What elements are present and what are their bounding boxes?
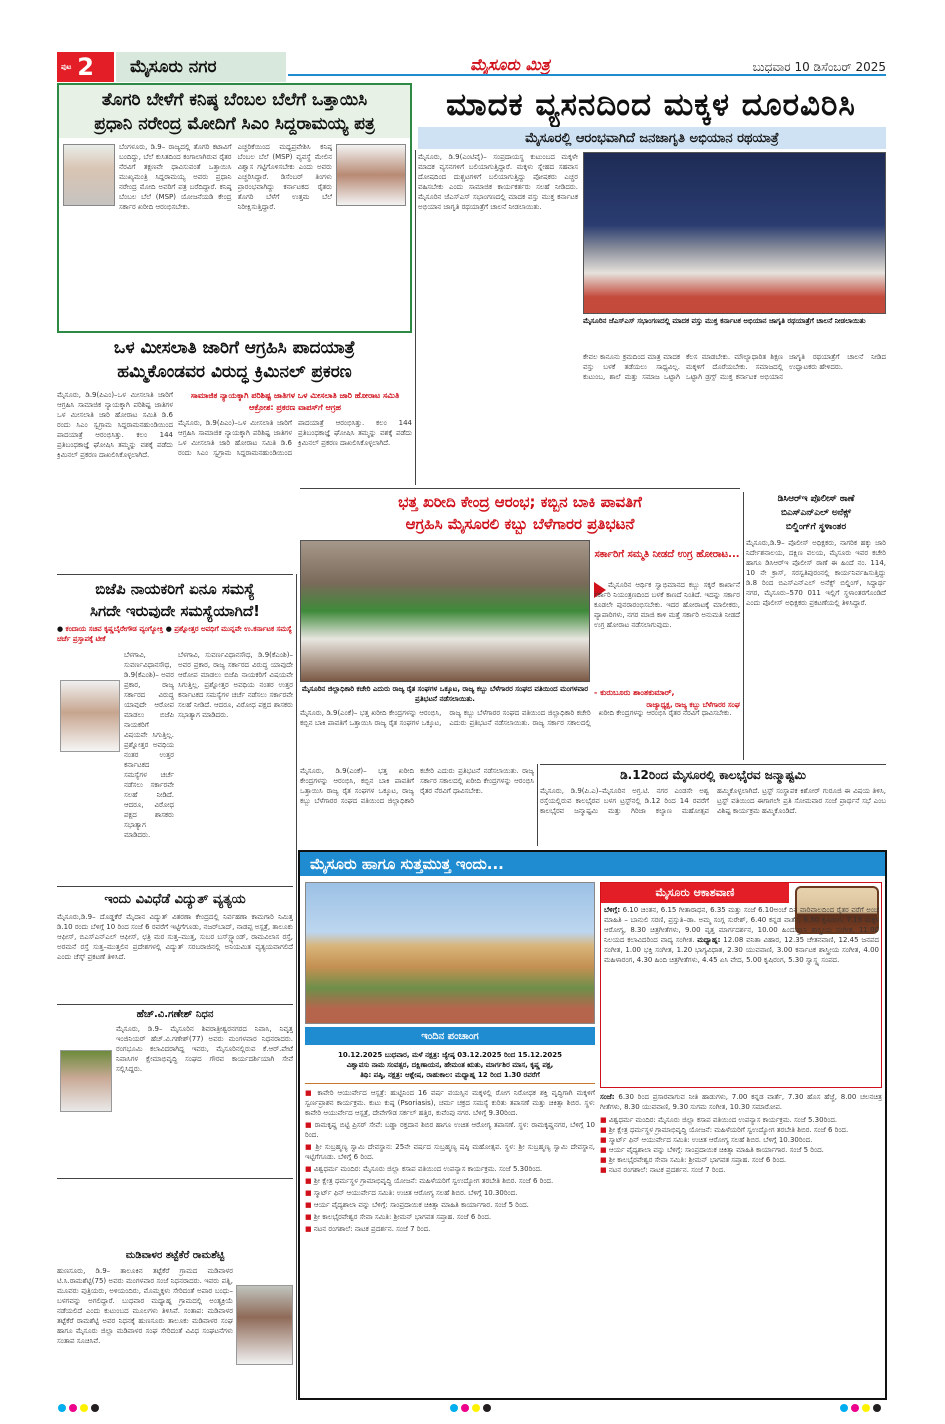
issue-date: ಬುಧವಾರ 10 ಡಿಸೆಂಬರ್ 2025: [752, 60, 886, 74]
event-item: ■ ನಟನ ರಂಗಶಾಲೆ: ನಾಟಕ ಪ್ರದರ್ಶನ. ಸಂಜೆ 7 ರಿಂದ.: [600, 1166, 726, 1174]
farmers-protest-caption: ಮೈಸೂರಿನ ಜಿಲ್ಲಾಧಿಕಾರಿ ಕಚೇರಿ ಎದುರು ರಾಜ್ಯ ರೈತ ಸಂಘಗಳ ಒಕ್ಕೂಟ, ರಾಜ್ಯ ಕಬ್ಬು ಬೆಳೆಗಾರರ ಸಂಘದ ವತಿಯಿಂದ ಮಂಗಳವಾರ ಪ್ರತಿಭಟನೆ ನಡೆಸಲಾಯಿತು.: [301, 685, 589, 703]
event-item: ■ ವಿಶ್ವಧರ್ಮ ಮಂದಿರ: ಮೈಸೂರು ಜಿಲ್ಲಾ ಕಸಾಪ ವತಿಯಿಂದ ಉಪನ್ಯಾಸ ಕಾರ್ಯಕ್ರಮ. ಸಂಜೆ 5.30ರಿಂದ.: [600, 1116, 838, 1124]
bullet-icon: ■: [305, 1177, 314, 1185]
panchanga-line-1: 10.12.2025 ಬುಧವಾರ, ಮಳೆ ನಕ್ಷತ್ರ: ಜ್ಯೇಷ್ಠ 03.12.2025 ರಿಂದ 15.12.2025: [338, 1051, 562, 1059]
black-dot-icon: [91, 1404, 99, 1412]
sugarcane-quote-author: - ಕುರುಬೂರು ಶಾಂತಕುಮಾರ್,: [594, 688, 675, 697]
obituary-1-headline: ಹೆಚ್.ವಿ.ಗಣೇಶ್ ನಿಧನ: [136, 1009, 214, 1020]
bullet-icon: ■: [305, 1089, 318, 1097]
sugarcane-quote-role: ರಾಜ್ಯಾಧ್ಯಕ್ಷ, ರಾಜ್ಯ ಕಬ್ಬು ಬೆಳೆಗಾರರ ಸಂಘ: [646, 701, 740, 709]
bjp-body-col2: ಬೆಳಗಾವಿ, ಸುವರ್ಣವಿಧಾನಸೌಧ, ಡಿ.9(ಕೆಎಂಶಿ)– ಅವರ ಪ್ರಕಾರ, ರಾಜ್ಯ ಸರ್ಕಾರದ ವಿರುದ್ಧ ಯಾವುದೇ ಆರೋಪ ಮಾಡಲು ಬಿಜೆಪಿ ನಾಯಕರಿಗೆ ವಿಷಯವೇ ಸಿಗುತ್ತಿಲ್ಲ. ಪ್ರಶ್ನೋತ್ತರ ಅವಧಿಯ ನಂತರ ಉತ್ತರ ಕರ್ನಾಟಕದ ಸಮಸ್ಯೆಗಳ ಚರ್ಚೆ ನಡೆಸಲು ಸರ್ಕಾರವೇ ಸಲಹೆ ನೀಡಿದೆ. ಆದರೂ, ವಿರೋಧ ಪಕ್ಷದ ಶಾಸಕರು ಸಭಾತ್ಯಾಗ ಮಾಡಿದರು.: [178, 651, 293, 719]
bullet-icon: ■: [600, 1166, 609, 1174]
bullet-icon: ■: [305, 1165, 314, 1173]
police-headline-block: [746, 492, 886, 534]
akashvani-morning: 6.10 ಚಿಂತನ, 6.15 ಗೀತಾರಾಧನ, 6.35 ಮತ್ತು ಸಂಜೆ 6.10ಅಂಚೆ ದಿನ ವಾರಿವಾಲದಿಂದ ರೈತರ ವರೆಗೆ ಅಂಚೆ ಮಾಹಿತಿ – ಬಾನುಲಿ ಸರಣಿ, ಪ್ರಸ್ತುತಿ–ಡಾ. ಅಮ್ಮ ಸಂಗ್ಲ ಸುರೇಶ್, 6.40 ಕನ್ನಡ ವಾರ್ತೆ, 6.50 ಕೃಷಿರಂಗ, 7.15 ಮಕ್ಕಳ ಆರೋಗ್ಯ, 8.30 ಚಿತ್ರಗೀತೆಗಳು, 9.00 ವೃತ್ತ ಮಾರ್ಗದರ್ಶನ, 10.00 ಹಿಂದುಸ್ತಾನಿ ಶಾಸ್ತ್ರೀಯ ಸಂಗೀತ, 11.00 ನಿಲಯದ ಕಲಾವಿದರಿಂದ ವಾದ್ಯ ಸಂಗೀತ.: [604, 906, 879, 944]
header-rule: [288, 74, 886, 76]
bullet-icon: ■: [600, 1116, 609, 1124]
sugarcane-quote-body: ಮೈಸೂರಿನ ಆರ್ಥಿಕ ಸ್ವಾಭಿಮಾನದ ಕಬ್ಬು ಸಕ್ಕರೆ ಕಾರ್ಖಾನೆ ಸರ್ಕಾರಿ ನಿಯಂತ್ರಣದಿಂದ ಬಳಕೆ ಕಾಣದೆ ನಿಂತಿದೆ. ಇದನ್ನು ಸರ್ಕಾರ ಕೂಡಲೇ ಪುನರಾರಂಭಿಸಬೇಕು. ಇದರ ಹೋರಾಟಕ್ಕೆ ಮಾಲೀಕರು, ವ್ಯಾಪಾರಿಗಳು, ನಗರ ಮಾಜಿ ಕಾಳಿ ಮತ್ತೆ ಸರ್ಕಾರಿ ಅನುಮತಿ ನೀಡದೆ ಉಗ್ರ ಹೋರಾಟ ನಡೆಸಲಾಗುವುದು.: [594, 581, 740, 629]
event-item: ■ ರಾಮಕೃಷ್ಣ ಬಿಟ್ಟಿ ಪ್ರಿಸರ್ ಸೇವೆ: ಬಡ್ಡಾ ರಕ್ತದಾನ ಶಿಬಿರ ಹಾಗೂ ಉಚಿತ ಆರೋಗ್ಯ ತಪಾಸಣೆ. ಸ್ಥಳ: ರಾಮಕೃಷ್ಣನಗರ, ಬೆಳಿಗ್ಗೆ 10 ರಿಂದ.: [305, 1121, 595, 1139]
akashvani-evening-text: 6.30 ರಿಂದ ಪ್ರಸಾರವಾಗುವ ನೀತಿ ಹಾಡುಗಳು, 7.00 ಕನ್ನಡ ವಾರ್ತೆ, 7.30 ಹೊಸ ಹೆಜ್ಜೆ, 8.00 ಚಲನಚಿತ್ರ ಗೀತೆಗಳು, 8.30 ಯುವವಾಣಿ, 9.30 ಸುಗಮ ಸಂಗೀತ, 10.30 ಸಮಾರೋಪ.: [600, 1093, 882, 1111]
akashvani-afternoon-label: ಮಧ್ಯಾಹ್ನ:: [697, 936, 721, 944]
cyan-dot-icon: [450, 1404, 458, 1412]
event-item: ■ ಆರ್ಯ ವೈದ್ಯಶಾಲಾ ವನ್ನು ಬೆಳಿಗ್ಗೆ: ಸಾಂಪ್ರದಾಯಿಕ ಚಿಕಿತ್ಸಾ ಮಾಹಿತಿ ಕಾರ್ಯಾಗಾರ. ಸಂಜೆ 5 ರಿಂದ.: [600, 1146, 824, 1154]
lead-main-subheadline: ಮೈಸೂರಲ್ಲಿ ಆರಂಭವಾಗಿದೆ ಜನಜಾಗೃತಿ ಅಭಿಯಾನ ರಥಯಾತ್ರೆ: [525, 130, 779, 146]
reservation-body-col1: ಮೈಸೂರು, ಡಿ.9(ಪಿಎಂ)–ಒಳ ಮೀಸಲಾತಿ ಜಾರಿಗೆ ಆಗ್ರಹಿಸಿ ಸಾಮಾಜಿಕ ನ್ಯಾಯಕ್ಕಾಗಿ ಪರಿಶಿಷ್ಟ ಜಾತಿಗಳ ಒಳ ಮೀಸಲಾತಿ ಜಾರಿ ಹೋರಾಟ ಸಮಿತಿ ಡಿ.6 ರಂದು ಸಿಎಂ ಸ್ವಗ್ರಾಮ ಸಿದ್ದರಾಮನಹುಂಡಿಯಿಂದ ಪಾದಯಾತ್ರೆ ಆರಂಭಿಸಿತ್ತು. ಕಲಂ 144 ಪ್ರತಿಬಂಧಕಾಜ್ಞೆ ಘೋಷಿಸಿ ತಮ್ಮನ್ನು ವಶಕ್ಕೆ ಪಡೆದು ಕ್ರಿಮಿನಲ್ ಪ್ರಕರಣ ದಾಖಲಿಸಿಕೊಳ್ಳಲಾಗಿದೆ.: [57, 391, 173, 459]
lead-left-headline-1: ತೊಗರಿ ಬೇಳೆಗೆ ಕನಿಷ್ಠ ಬೆಂಬಲ ಬೆಲೆಗೆ ಒತ್ತಾಯಿಸಿ: [101, 90, 368, 110]
reservation-headline-block: [57, 336, 412, 384]
yellow-dot-icon: [472, 1404, 480, 1412]
akashvani-afternoon: 12.08 ವನಿತಾ ವಿಹಾರ, 12.35 ಚೇತನವಾಣಿ, 12.45 ಜನಪದ ಸಂಗೀತ, 1.00 ಭಕ್ತಿ ಸಂಗೀತ, 1.20 ಭಾಗ್ಯವಿಧಾತ, 2.30 ಯುವವಾಣಿ, 3.00 ಕರ್ನಾಟಕ ಶಾಸ್ತ್ರೀಯ ಸಂಗೀತ, 4.00 ಮಹಿಳಾರಂಗ, 4.30 ಹಿಂದಿ ಚಿತ್ರಗೀತೆಗಳು, 4.45 ಏಸಿ ವೇದ, 5.00 ಕೃಷಿರಂಗ, 5.30 ಸ್ವಾಸ್ಥ್ಯ ಸಂಪದ.: [604, 936, 879, 964]
krishna-byregowda-photo: [60, 680, 120, 752]
modi-photo: [63, 144, 115, 206]
bullet-icon: ●: [57, 625, 66, 633]
yellow-dot-icon: [80, 1404, 88, 1412]
reservation-headline-1: ಒಳ ಮೀಸಲಾತಿ ಜಾರಿಗೆ ಆಗ್ರಹಿಸಿ ಪಾದಯಾತ್ರೆ: [113, 338, 356, 358]
akashvani-morning-label: ಬೆಳಿಗ್ಗೆ:: [604, 906, 621, 914]
akashvani-title: ಮೈಸೂರು ಆಕಾಶವಾಣಿ: [655, 886, 735, 899]
section-divider: [540, 764, 886, 765]
bullet-icon: ■: [600, 1136, 609, 1144]
event-item: ■ ಶ್ರೀ ಸುಬ್ರಹ್ಮಣ್ಯ ಸ್ವಾಮಿ ದೇವಸ್ಥಾನ: 25ನೇ ವರ್ಷದ ಸುಬ್ರಹ್ಮಣ್ಯ ಷಷ್ಠಿ ಮಹೋತ್ಸವ. ಸ್ಥಳ: ಶ್ರೀ ಸುಬ್ರಹ್ಮಣ್ಯ ಸ್ವಾಮಿ ದೇವಸ್ಥಾನ, ಇಟ್ಟಿಗೆಗೂಡು. ಬೆಳಿಗ್ಗೆ 6 ರಿಂದ.: [305, 1143, 595, 1161]
event-item: ■ ಶ್ರೀ ಕಾಲಭೈರವೇಶ್ವರ ಸೇವಾ ಸಮಿತಿ: ಶ್ರೀಮನ್ ಭಾಗವತ ಸಪ್ತಾಹ. ಸಂಜೆ 6 ರಿಂದ.: [305, 1213, 492, 1221]
sugarcane-quote-head: ಸರ್ಕಾರಿಗೆ ಸಮ್ಮತಿ ನೀಡದೆ ಉಗ್ರ ಹೋರಾಟ...: [594, 549, 740, 560]
lead-main-body-2: ಕೇವಲ ಕಾನೂನು ಕ್ರಮದಿಂದ ಮಾತ್ರ ಮಾದಕ ವಸ್ತು ಬಳಕೆ ತಡೆಯಲು ಸಾಧ್ಯವಿಲ್ಲ. ಕುಟುಂಬ, ಶಾಲೆ ಮತ್ತು ಸಮಾಜ ಒಟ್ಟಾಗಿ ಕೆಲಸ ಮಾಡಬೇಕು. ಮೌಲ್ಯಾಧಾರಿತ ಶಿಕ್ಷಣ ಮಕ್ಕಳಿಗೆ ದೊರೆಯಬೇಕು. ಸಮಾಜದಲ್ಲಿ ಒಟ್ಟಾಗಿ ಡ್ರಗ್ಸ್ ಮುಕ್ತ ಕರ್ನಾಟಕ ಅಭಿಯಾನ ಜಾಗೃತಿ ರಥಯಾತ್ರೆಗೆ ಚಾಲನೆ ನೀಡಿದ ಉದ್ಘಾಟಕರು ಹೇಳಿದರು.: [583, 353, 886, 381]
bjp-headline-2: ಸಿಗದೇ ಇರುವುದೇ ಸಮಸ್ಯೆಯಾಗಿದೆ!: [90, 602, 260, 620]
bullet-icon: ■: [305, 1213, 314, 1221]
lead-left-body-1: ಬೆಂಗಳೂರು, ಡಿ.9– ರಾಜ್ಯದಲ್ಲಿ ತೊಗರಿ ಕಟಾವಿಗೆ ಬಂದಿದ್ದು, ಬೆಲೆ ಕುಸಿತದಿಂದ ಕಂಗಾಲಾಗಿರುವ ರೈತರ ನೆರವಿಗೆ ತಕ್ಷಣವೇ ಧಾವಿಸುವಂತೆ ಒತ್ತಾಯಿಸಿ ಮುಖ್ಯಮಂತ್ರಿ ಸಿದ್ದರಾಮಯ್ಯ ಅವರು ಪ್ರಧಾನಿ ನರೇಂದ್ರ ಮೋದಿ ಅವರಿಗೆ ಪತ್ರ ಬರೆದಿದ್ದಾರೆ. ಕನಿಷ್ಠ ಬೆಂಬಲ ಬೆಲೆ (MSP) ಯೋಜನೆಯಡಿ ಕೇಂದ್ರ ಸರ್ಕಾರ ಖರೀದಿ ಆರಂಭಿಸಬೇಕು.: [119, 143, 232, 211]
page-number-badge: [57, 52, 114, 82]
reservation-body-col2: ಮೈಸೂರು, ಡಿ.9(ಪಿಎಂ)–ಒಳ ಮೀಸಲಾತಿ ಜಾರಿಗೆ ಆಗ್ರಹಿಸಿ ಸಾಮಾಜಿಕ ನ್ಯಾಯಕ್ಕಾಗಿ ಪರಿಶಿಷ್ಟ ಜಾತಿಗಳ ಒಳ ಮೀಸಲಾತಿ ಜಾರಿ ಹೋರಾಟ ಸಮಿತಿ ಡಿ.6 ರಂದು ಸಿಎಂ ಸ್ವಗ್ರಾಮ ಸಿದ್ದರಾಮನಹುಂಡಿಯಿಂದ ಪಾದಯಾತ್ರೆ ಆರಂಭಿಸಿತ್ತು. ಕಲಂ 144 ಪ್ರತಿಬಂಧಕಾಜ್ಞೆ ಘೋಷಿಸಿ ತಮ್ಮನ್ನು ವಶಕ್ಕೆ ಪಡೆದು ಕ್ರಿಮಿನಲ್ ಪ್ರಕರಣ ದಾಖಲಿಸಿಕೊಳ್ಳಲಾಗಿದೆ.: [178, 419, 412, 457]
siddaramaiah-photo: [336, 144, 406, 206]
obituary-1-body: ಮೈಸೂರು, ಡಿ.9– ಮೈಸೂರಿನ ಶಿವರಾತ್ರೀಶ್ವರನಗರದ ನಿವಾಸಿ, ನಿವೃತ್ತ ಇಂಜಿನಿಯರ್ ಹೆಚ್.ವಿ.ಗಣೇಶ್(77) ಅವರು ಮಂಗಳವಾರ ನಿಧನರಾದರು. ರಂಗಭೂಮಿ ಕಲಾವಿದರಾಗಿದ್ದ ಇವರು, ಮೈಸೂರಿನಲ್ಲಿರುವ ಕೆ.ಆರ್.ಪೇಟೆ ನಿವಾಸಿಗಳ ಕ್ಷೇಮಾಭಿವೃದ್ಧಿ ಸಂಘದ ಗೌರವ ಕಾರ್ಯದರ್ಶಿಯಾಗಿ ಸೇವೆ ಸಲ್ಲಿಸಿದ್ದರು.: [116, 1025, 293, 1073]
today-box-title-bar: [300, 852, 885, 876]
black-dot-icon: [873, 1404, 881, 1412]
masthead: ಮೈಸೂರು ಮಿತ್ರ: [470, 55, 550, 74]
lead-main-headline: ಮಾದಕ ವ್ಯಸನದಿಂದ ಮಕ್ಕಳ ದೂರವಿರಿಸಿ: [446, 87, 856, 123]
akashvani-evening: [600, 1092, 882, 1396]
yellow-dot-icon: [862, 1404, 870, 1412]
reservation-headline-2: ಹಮ್ಮಿಕೊಂಡವರ ವಿರುದ್ಧ ಕ್ರಿಮಿನಲ್ ಪ್ರಕರಣ: [117, 362, 352, 382]
bullet-icon: ■: [600, 1146, 609, 1154]
bjp-bullet-2: ಪ್ರಶ್ನೋತ್ತರ ಅವಧಿಗೆ ಮುನ್ನವೇ ಉ.ಕರ್ನಾಟಕ ಸಮಸ್ಯೆ ಚರ್ಚೆ ಪ್ರಸ್ತಾಪಕ್ಕೆ ಟೀಕೆ: [57, 625, 292, 643]
panchanga-block: [305, 1050, 595, 1084]
events-list: [305, 1088, 595, 1396]
sugarcane-headline-2: ಆಗ್ರಹಿಸಿ ಮೈಸೂರಲಿ ಕಬ್ಬು ಬೆಳೆಗಾರರ ಪ್ರತಿಭಟನೆ: [405, 515, 635, 533]
drug-rally-photo: [583, 152, 886, 314]
lead-main-subheadline-bar: [418, 127, 886, 149]
power-headline: ಇಂದು ವಿವಿಧೆಡೆ ವಿದ್ಯುತ್ ವ್ಯತ್ಯಯ: [104, 892, 246, 907]
panchanga-line-2: ವಿಶ್ವಾವಸು ನಾಮ ಸಂವತ್ಸರ, ದಕ್ಷಿಣಾಯನ, ಹೇಮಂತ ಋತು, ಮಾರ್ಗಶಿರ ಮಾಸ, ಕೃಷ್ಣ ಪಕ್ಷ,: [346, 1061, 554, 1069]
lead-main-body: ಮೈಸೂರು, ಡಿ.9(ಎಂಟಿವೈ)– ಸಂಪ್ರದಾಯಸ್ಥ ಕುಟುಂಬದ ಮಕ್ಕಳೇ ಮಾದಕ ವ್ಯಸನಗಳಿಗೆ ಬಲಿಯಾಗುತ್ತಿದ್ದಾರೆ. ಮಕ್ಕಳು ಸ್ನೇಹದ ಸಹವಾಸ ದೋಷದಿಂದ ದುಶ್ಚಟಗಳಿಗೆ ಬಲಿಯಾಗುತ್ತಿದ್ದು ಪೋಷಕರು ಎಚ್ಚರ ವಹಿಸಬೇಕು ಎಂದು ಸಾಮಾಜಿಕ ಕಾರ್ಯಕರ್ತರು ಸಲಹೆ ನೀಡಿದರು. ಮೈಸೂರಿನ ಜೆಎಸ್‌ಎಸ್ ಸಭಾಂಗಣದಲ್ಲಿ ಮಾದಕ ವಸ್ತು ಮುಕ್ತ ಕರ್ನಾಟಕ ಅಭಿಯಾನ ಜಾಗೃತಿ ರಥಯಾತ್ರೆಗೆ ಚಾಲನೆ ನೀಡಲಾಯಿತು.: [418, 153, 578, 211]
registration-marks-right: [840, 1404, 881, 1412]
power-body: ಮೈಸೂರು,ಡಿ.9– ದೊಡ್ಡಕೆರೆ ಮೈದಾನ ವಿದ್ಯುತ್ ವಿತರಣಾ ಕೇಂದ್ರದಲ್ಲಿ ನಿರ್ವಹಣಾ ಕಾಮಗಾರಿ ನಿಮಿತ್ತ ಡಿ.10 ರಂದು ಬೆಳಿಗ್ಗೆ 10 ರಿಂದ ಸಂಜೆ 6 ರವರೆಗೆ ಇಟ್ಟಿಗೆಗೂಡು, ನಜರ್‌ಬಾದ್, ನಾಡಪ್ಪ ಅಸ್ಪತ್ರೆ, ತಾಲೂಕು ಆಫೀಸ್, ಬಿಎಸ್‌ಎನ್‌ಎಲ್ ಆಫೀಸ್, ಛತ್ರಿ ಮರ ಸುತ್ತ–ಮುತ್ತ, ಸುಬರ ಬಸ್‌ಸ್ಟ್ಯಾಂಡ್, ರಾಮವಿಲಾಸ ರಸ್ತೆ, ಅರಮನೆ ರಸ್ತೆ ಸುತ್ತ–ಮುತ್ತಲಿನ ಪ್ರದೇಶಗಳಲ್ಲಿ ವಿದ್ಯುತ್ ಸರಬರಾಜಿನಲ್ಲಿ ಅನಿಯಮಿತ ವ್ಯತ್ಯಯವಾಗಲಿದೆ ಎಂದು ಚೆಸ್ಕ್ ಪ್ರಕಟಣೆ ತಿಳಿಸಿದೆ.: [57, 913, 293, 961]
police-body: ಮೈಸೂರು,ಡಿ.9– ಪೊಲೀಸ್ ಅಧಿಕ್ಷಕರು, ನಾಗರಿಕ ಹಕ್ಕು ಜಾರಿ ನಿರ್ದೇಶನಾಲಯ, ದಕ್ಷಿಣ ವಲಯ, ಮೈಸೂರು ಇವರ ಕಚೇರಿ ಹಾಗೂ ಡಿಸಿಆರ್‌ಇ ಪೊಲೀಸ್ ಠಾಣೆ ಈ ಹಿಂದೆ ನಂ. 114, 10 ನೇ ಕ್ರಾಸ್, ಸರಸ್ವತಿಪುರಂನಲ್ಲಿ ಕಾರ್ಯನಿರ್ವಹಿಸುತ್ತಿದ್ದು ಡಿ.8 ರಿಂದ ಬಿಎಸ್‌ಎನ್‌ಎಲ್ ಅನೆಕ್ಸ್ ಬಿಲ್ಡಿಂಗ್, ಸಿದ್ಧಾರ್ಥ ನಗರ, ಮೈಸೂರು–570 011 ಇಲ್ಲಿಗೆ ಸ್ಥಳಾಂತರಗೊಂಡಿದೆ ಎಂದು ಪೊಲೀಸ್ ಅಧಿಕ್ಷಕರು ಪ್ರಕಟಣೆಯಲ್ಲಿ ತಿಳಿಸಿದ್ದಾರೆ.: [746, 539, 886, 607]
bjp-bullet-1: ಕಂದಾಯ ಸಚಿವ ಕೃಷ್ಣಬೈರೇಗೌಡ ವ್ಯಂಗ್ಯೋಕ್ತಿ: [65, 625, 164, 633]
bullet-icon: ■: [305, 1201, 314, 1209]
obituary-2-body: ಹುಣಸೂರು, ಡಿ.9– ತಾಲೂಕಿನ ತಟ್ಟೆಕೆರೆ ಗ್ರಾಮದ ಮಡಿವಾಳರ ಟಿ.ಸಿ.ರಾಮಶೆಟ್ಟಿ(75) ಅವರು ಮಂಗಳವಾರ ಸಂಜೆ ನಿಧನರಾದರು. ಇವರು ಪತ್ನಿ, ಮೂವರು ಪುತ್ರಿಯರು, ಅಳಿಯಂದಿರು, ಮೊಮ್ಮಕ್ಕಳು ಸೇರಿದಂತೆ ಅಪಾರ ಬಂಧು–ಬಳಗವನ್ನು ಅಗಲಿದ್ದಾರೆ. ಬುಧವಾರ ಮಧ್ಯಾಹ್ನ ಗ್ರಾಮದಲ್ಲಿ ಅಂತ್ಯಕ್ರಿಯೆ ನಡೆಯಲಿದೆ ಎಂದು ಕುಟುಂಬದ ಮೂಲಗಳು ತಿಳಿಸಿವೆ. ಸಂತಾಪ: ಮಡಿವಾಳರ ತಟ್ಟೆಕೆರೆ ರಾಮಶೆಟ್ಟಿ ಅವರ ನಿಧನಕ್ಕೆ ಹುಣಸೂರು ತಾಲೂಕು ಮಡಿವಾಳರ ಸಂಘ ಹಾಗೂ ಮೈಸೂರು ಜಿಲ್ಲಾ ಮಡಿವಾಳರ ಸಂಘ ಸೇರಿದಂತೆ ವಿವಿಧ ಸಂಘಟನೆಗಳು ಸಂತಾಪ ಸೂಚಿಸಿವೆ.: [57, 1267, 233, 1345]
bjp-bullets: [57, 624, 293, 644]
police-headline-3: ಬಿಲ್ಡಿಂಗ್‌ಗೆ ಸ್ಥಳಾಂತರ: [785, 522, 847, 532]
bullet-icon: ■: [600, 1156, 609, 1164]
akashvani-evening-label: ಸಂಜೆ:: [600, 1093, 615, 1101]
page-label: ಪುಟ: [61, 62, 72, 71]
bullet-icon: ■: [305, 1225, 314, 1233]
bullet-icon: ■: [305, 1143, 316, 1151]
sugarcane-body-cont: ಮೈಸೂರು, ಡಿ.9(ಎಂಕೆ)– ಭತ್ತ ಖರೀದಿ ಕೇಂದ್ರಗಳನ್ನು ಆರಂಭಿಸಿ, ಕಬ್ಬಿನ ಬಾಕಿ ಪಾವತಿಗೆ ಒತ್ತಾಯಿಸಿ ರಾಜ್ಯ ರೈತ ಸಂಘಗಳ ಒಕ್ಕೂಟ, ರಾಜ್ಯ ಕಬ್ಬು ಬೆಳೆಗಾರರ ಸಂಘದ ವತಿಯಿಂದ ಜಿಲ್ಲಾಧಿಕಾರಿ ಕಚೇರಿ ಎದುರು ಪ್ರತಿಭಟನೆ ನಡೆಸಲಾಯಿತು. ರಾಜ್ಯ ಸರ್ಕಾರ ಸಕಾಲದಲ್ಲಿ ಖರೀದಿ ಕೇಂದ್ರಗಳನ್ನು ಆರಂಭಿಸಿ ರೈತರ ನೆರವಿಗೆ ಧಾವಿಸಬೇಕು.: [300, 767, 534, 805]
akashvani-title-bar: [601, 883, 789, 903]
section-divider: [57, 574, 293, 575]
cyan-dot-icon: [58, 1404, 66, 1412]
panchanga-title-bar: [305, 1027, 595, 1045]
magenta-dot-icon: [851, 1404, 859, 1412]
bjp-body-col1: ಬೆಳಗಾವಿ, ಸುವರ್ಣವಿಧಾನಸೌಧ, ಡಿ.9(ಕೆಎಂಶಿ)– ಅವರ ಪ್ರಕಾರ, ರಾಜ್ಯ ಸರ್ಕಾರದ ವಿರುದ್ಧ ಯಾವುದೇ ಆರೋಪ ಮಾಡಲು ಬಿಜೆಪಿ ನಾಯಕರಿಗೆ ವಿಷಯವೇ ಸಿಗುತ್ತಿಲ್ಲ. ಪ್ರಶ್ನೋತ್ತರ ಅವಧಿಯ ನಂತರ ಉತ್ತರ ಕರ್ನಾಟಕದ ಸಮಸ್ಯೆಗಳ ಚರ್ಚೆ ನಡೆಸಲು ಸರ್ಕಾರವೇ ಸಲಹೆ ನೀಡಿದೆ. ಆದರೂ, ವಿರೋಧ ಪಕ್ಷದ ಶಾಸಕರು ಸಭಾತ್ಯಾಗ ಮಾಡಿದರು.: [124, 651, 174, 839]
bjp-headline-block: [57, 578, 293, 622]
sugarcane-body: ಮೈಸೂರು, ಡಿ.9(ಎಂಕೆ)– ಭತ್ತ ಖರೀದಿ ಕೇಂದ್ರಗಳನ್ನು ಆರಂಭಿಸಿ, ಕಬ್ಬಿನ ಬಾಕಿ ಪಾವತಿಗೆ ಒತ್ತಾಯಿಸಿ ರಾಜ್ಯ ರೈತ ಸಂಘಗಳ ಒಕ್ಕೂಟ, ರಾಜ್ಯ ಕಬ್ಬು ಬೆಳೆಗಾರರ ಸಂಘದ ವತಿಯಿಂದ ಜಿಲ್ಲಾಧಿಕಾರಿ ಕಚೇರಿ ಎದುರು ಪ್ರತಿಭಟನೆ ನಡೆಸಲಾಯಿತು. ರಾಜ್ಯ ಸರ್ಕಾರ ಸಕಾಲದಲ್ಲಿ ಖರೀದಿ ಕೇಂದ್ರಗಳನ್ನು ಆರಂಭಿಸಿ ರೈತರ ನೆರವಿಗೆ ಧಾವಿಸಬೇಕು.: [300, 709, 732, 727]
magenta-dot-icon: [69, 1404, 77, 1412]
column-divider: [537, 764, 538, 846]
section-divider: [57, 1004, 293, 1005]
column-divider: [743, 492, 744, 760]
event-item: ■ ಶ್ರೀ ಕ್ಷೇತ್ರ ಧರ್ಮಸ್ಥಳ ಗ್ರಾಮಾಭಿವೃದ್ಧಿ ಯೋಜನೆ: ಮಹಿಳೆಯರಿಗೆ ಸ್ವಉದ್ಯೋಗ ತರಬೇತಿ ಶಿಬಿರ. ಸಂಜೆ 6 ರಿಂದ.: [305, 1177, 554, 1185]
event-item: ■ ವಿಶ್ವಧರ್ಮ ಮಂದಿರ: ಮೈಸೂರು ಜಿಲ್ಲಾ ಕಸಾಪ ವತಿಯಿಂದ ಉಪನ್ಯಾಸ ಕಾರ್ಯಕ್ರಮ. ಸಂಜೆ 5.30ರಿಂದ.: [305, 1165, 543, 1173]
bullet-icon: ■: [305, 1121, 315, 1129]
lead-left-headline-bg: [59, 85, 410, 138]
event-item: ■ ಶ್ರೀ ಕಾಲಭೈರವೇಶ್ವರ ಸೇವಾ ಸಮಿತಿ: ಶ್ರೀಮನ್ ಭಾಗವತ ಸಪ್ತಾಹ. ಸಂಜೆ 6 ರಿಂದ.: [600, 1156, 787, 1164]
registration-marks-left: [58, 1404, 99, 1412]
kalabhairava-body: ಮೈಸೂರು, ಡಿ.9(ಪಿ.ಎ)–ಮೈಸೂರಿನ ಅಗ್ರ.ಟಿ. ನಗರ ಎಂಡಸೇ ಅಶ್ವ ರಸ್ತೆಯಲ್ಲಿರುವ ಕಾಲಭೈರವ ಬಳಗ ಟ್ರಸ್ಟ್‌ನಲ್ಲಿ ಡಿ.12 ರಿಂದ 14 ರವರೆಗೆ ಕಾಲಭೈರವ ಜನ್ಮಾಷ್ಟಮಿ ಮತ್ತು ಗಿರಿಜಾ ಕಲ್ಯಾಣ ಮಹೋತ್ಸವ ಹಮ್ಮಿಕೊಳ್ಳಲಾಗಿದೆ. ಟ್ರಸ್ಟ್ ಸಂಸ್ಥಾಪಕ ಕಿಶೋರ್ ಗುರೂಜಿ ಈ ವಿಷಯ ತಿಳಿಸಿ, ಟ್ರಸ್ಟ್ ವತಿಯಿಂದ ಈಗಾಗಲೇ ಪ್ರತಿ ಸೋಮವಾರ ಸಂಜೆ ಪ್ರಾರ್ಥನೆ ಸಭೆ ಎಂಬ ವಿಶಿಷ್ಟ ಕಾರ್ಯಕ್ರಮ ಹಮ್ಮಿಕೊಂಡಿದೆ.: [540, 787, 886, 815]
obituary-2-headline: ಮಡಿವಾಳರ ತಟ್ಟೆಕೆರೆ ರಾಮಶೆಟ್ಟಿ: [125, 1250, 225, 1261]
ramashetty-photo: [236, 1285, 293, 1365]
sugarcane-headline-block: [300, 488, 740, 535]
mysore-palace-photo: [305, 882, 595, 1024]
panchanga-title: ಇಂದಿನ ಪಂಚಾಂಗ: [421, 1030, 479, 1042]
reservation-kicker: ಸಾಮಾಜಿಕ ನ್ಯಾಯಕ್ಕಾಗಿ ಪರಿಶಿಷ್ಟ ಜಾತಿಗಳ ಒಳ ಮೀಸಲಾತಿ ಜಾರಿ ಹೋರಾಟ ಸಮಿತಿ ಆಕ್ರೋಶ: ಪ್ರಕರಣ ವಾಪಸ್‌ಗೆ ಆಗ್ರಹ: [190, 391, 400, 412]
event-item: ■ ಕಾವೇರಿ ಆಯುರ್ವೇದ ಆಸ್ಪತ್ರೆ: ಹುಟ್ಟಿನಿಂದ 16 ವರ್ಷ ವಯಸ್ಸಿನ ಮಕ್ಕಳಲ್ಲಿ ರೋಗ ನಿರೋಧಕ ಶಕ್ತಿ ವೃದ್ಧಿಗಾಗಿ ಮಕ್ಕಳಿಗೆ ಸ್ವರ್ಣಪ್ರಾಶನ ಕಾರ್ಯಕ್ರಮ. ಕುಟು ಕುಷ್ಠ (Psoriasis), ಚರ್ಮ ಚಕ್ರದ ಸಮಸ್ಯೆ ಕುರಿತು ತಪಾಸಣೆ ಮತ್ತು ಚಿಕಿತ್ಸಾ ಶಿಬಿರ. ಸ್ಥಳ: ಕಾವೇರಿ ಆಯುರ್ವೇದ ಆಸ್ಪತ್ರೆ, ದೇವೇಗೌಡ ಸರ್ಕಲ್ ಹತ್ತಿರ, ಕುವೆಂಪು ನಗರ. ಬೆಳಿಗ್ಗೆ 9.30ರಿಂದ.: [305, 1089, 595, 1117]
cyan-dot-icon: [840, 1404, 848, 1412]
sugarcane-headline-1: ಭತ್ತ ಖರೀದಿ ಕೇಂದ್ರ ಆರಂಭ; ಕಬ್ಬಿನ ಬಾಕಿ ಪಾವತಿಗೆ: [398, 493, 642, 511]
lead-left-headline-2: ಪ್ರಧಾನಿ ನರೇಂದ್ರ ಮೋದಿಗೆ ಸಿಎಂ ಸಿದ್ದರಾಮಯ್ಯ ಪತ್ರ: [94, 114, 375, 134]
column-divider: [296, 574, 297, 1400]
akashvani-schedule: [604, 905, 879, 1087]
black-dot-icon: [483, 1404, 491, 1412]
section-title: [116, 52, 286, 82]
event-item: ■ ನಟನ ರಂಗಶಾಲೆ: ನಾಟಕ ಪ್ರದರ್ಶನ. ಸಂಜೆ 7 ರಿಂದ.: [305, 1225, 431, 1233]
bullet-icon: ■: [600, 1126, 609, 1134]
lead-left-body-2: ಎಚ್ಚರಿಕೆಯಿಂದ ಮಧ್ಯಪ್ರವೇಶಿಸಿ ಕನಿಷ್ಠ ಬೆಂಬಲ ಬೆಲೆ (MSP) ವ್ಯವಸ್ಥೆ ಮೇಲಿನ ವಿಶ್ವಾಸ ಗಟ್ಟಿಗೊಳಿಸಬೇಕು ಎಂದು ಅವರು ಎಚ್ಚರಿಸಿದ್ದಾರೆ. ಡಿಸೆಂಬರ್ ತಿಂಗಳು ಪ್ರಾರಂಭವಾಗಿದ್ದು ಕರ್ನಾಟಕದ ರೈತರು ತೊಗರಿ ಬೆಳೆಗೆ ಉತ್ತಮ ಬೆಲೆ ನಿರೀಕ್ಷಿಸುತ್ತಿದ್ದಾರೆ.: [237, 143, 332, 211]
event-item: ■ ಸ್ಮಾರ್ಟ್ ಫಿನ್ ಆಯುರ್ವೇದ ಸಮಿತಿ: ಉಚಿತ ಆರೋಗ್ಯ ಸಲಹೆ ಶಿಬಿರ. ಬೆಳಿಗ್ಗೆ 10.30ರಿಂದ.: [305, 1189, 518, 1197]
kalabhairava-headline: ಡಿ.12ರಿಂದ ಮೈಸೂರಲ್ಲಿ ಕಾಲಭೈರವ ಜನ್ಮಾಷ್ಟಮಿ: [620, 768, 806, 782]
police-headline-1: ಡಿಸಿಆರ್‌ಇ ಪೊಲೀಸ್ ಠಾಣೆ: [777, 494, 855, 504]
ganesh-photo: [60, 1050, 112, 1112]
drug-rally-photo-caption: ಮೈಸೂರಿನ ಜೆಎಸ್‌ಎಸ್ ಸಭಾಂಗಣದಲ್ಲಿ ಮಾದಕ ವಸ್ತು ಮುಕ್ತ ಕರ್ನಾಟಕ ಅಭಿಯಾನ ಜಾಗೃತಿ ರಥಯಾತ್ರೆಗೆ ಚಾಲನೆ ನೀಡಲಾಯಿತು: [583, 317, 866, 325]
magenta-dot-icon: [461, 1404, 469, 1412]
section-title-text: ಮೈಸೂರು ನಗರ: [130, 57, 217, 77]
bullet-icon: ■: [305, 1189, 314, 1197]
event-item: ■ ಆರ್ಯ ವೈದ್ಯಶಾಲಾ ವನ್ನು ಬೆಳಿಗ್ಗೆ: ಸಾಂಪ್ರದಾಯಿಕ ಚಿಕಿತ್ಸಾ ಮಾಹಿತಿ ಕಾರ್ಯಾಗಾರ. ಸಂಜೆ 5 ರಿಂದ.: [305, 1201, 529, 1209]
panchanga-line-3: ತಿಥಿ: ಪಷ್ಠಿ, ನಕ್ಷತ್ರ: ಆಶ್ಲೇಷ, ರಾಹುಕಾಲ: ಮಧ್ಯಾಹ್ನ 12 ರಿಂದ 1.30 ರವರೆಗೆ: [360, 1071, 540, 1079]
farmers-protest-photo: [300, 540, 590, 682]
bjp-headline-1: ಬಿಜೆಪಿ ನಾಯಕರಿಗೆ ಏನೂ ಸಮಸ್ಯೆ: [95, 580, 255, 598]
page-number: 2: [77, 53, 94, 81]
today-box-title: ಮೈಸೂರು ಹಾಗೂ ಸುತ್ತಮುತ್ತ ಇಂದು...: [310, 855, 504, 873]
bullet-icon: ●: [165, 625, 175, 633]
registration-marks-center: [450, 1404, 491, 1412]
column-divider: [415, 150, 416, 485]
police-headline-2: ಬಿಎಸ್‌ಎನ್‌ಎಲ್ ಅನೆಕ್ಸ್: [780, 508, 851, 518]
lead-left-box: [57, 83, 412, 333]
section-divider: [57, 886, 293, 887]
event-item: ■ ಶ್ರೀ ಕ್ಷೇತ್ರ ಧರ್ಮಸ್ಥಳ ಗ್ರಾಮಾಭಿವೃದ್ಧಿ ಯೋಜನೆ: ಮಹಿಳೆಯರಿಗೆ ಸ್ವಉದ್ಯೋಗ ತರಬೇತಿ ಶಿಬಿರ. ಸಂಜೆ 6 ರಿಂದ.: [600, 1126, 849, 1134]
event-item: ■ ಸ್ಮಾರ್ಟ್ ಫಿನ್ ಆಯುರ್ವೇದ ಸಮಿತಿ: ಉಚಿತ ಆರೋಗ್ಯ ಸಲಹೆ ಶಿಬಿರ. ಬೆಳಿಗ್ಗೆ 10.30ರಿಂದ.: [600, 1136, 813, 1144]
section-divider: [57, 1178, 293, 1179]
